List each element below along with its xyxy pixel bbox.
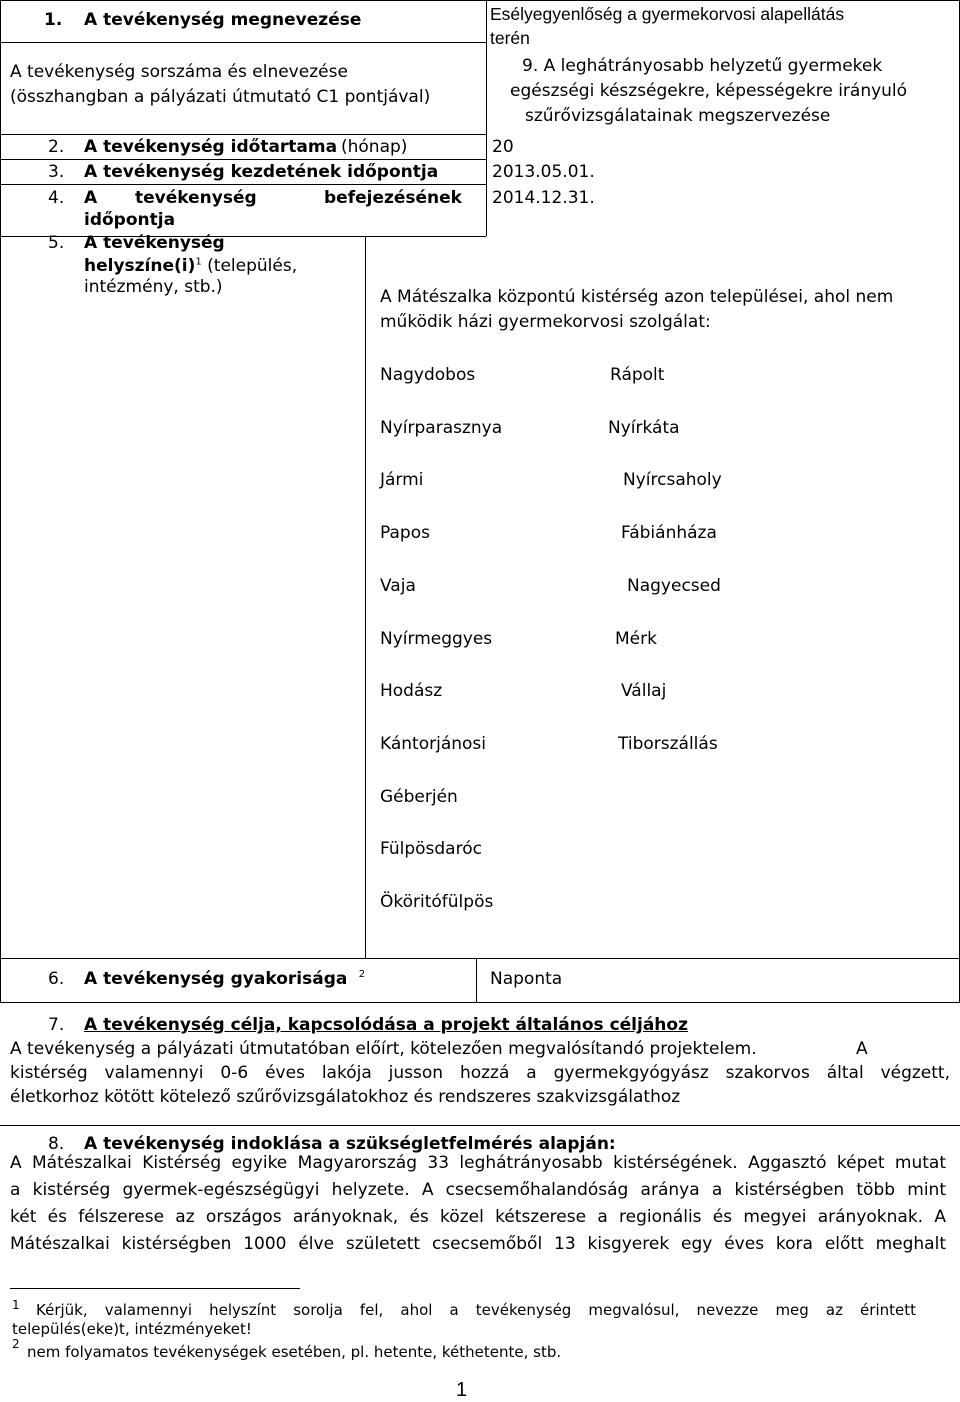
settlement-left-item: Hodász <box>380 681 443 701</box>
sequence-label-line1: A tevékenység sorszáma és elnevezése <box>10 62 348 82</box>
settlement-right-item: Tiborszállás <box>618 734 718 754</box>
end-label-line2: időpontja <box>84 210 176 230</box>
start-number: 3. <box>48 162 65 182</box>
settlement-left-item: Nagydobos <box>380 365 476 385</box>
table-border-left <box>0 0 1 1002</box>
activity-name-line2: terén <box>490 28 530 48</box>
location-intro-line2: működik házi gyermekorvosi szolgálat: <box>380 312 711 332</box>
settlement-right-item: Nyírcsaholy <box>623 470 722 490</box>
settlement-left-item: Ököritófülpös <box>380 892 494 912</box>
frequency-number: 6. <box>48 969 65 989</box>
location-label-line1: A tevékenység <box>84 233 225 253</box>
start-label: A tevékenység kezdetének időpontja <box>84 162 439 182</box>
duration-label-unit: (hónap) <box>341 137 408 157</box>
section7-line3: életkorhoz kötött kötelező szűrővizsgálatokhoz és rendszeres szakvizsgálathoz <box>10 1087 681 1107</box>
footnote1-line2: település(eke)t, intézményeket! <box>12 1320 252 1338</box>
section8-line1: A Mátészalkai Kistérség egyike Magyarország 33 leghátrányosabb kistérségének. Aggasztó képet mutat <box>10 1153 946 1173</box>
settlement-right-item: Fábiánháza <box>621 523 717 543</box>
location-label-bold: helyszíne(i) <box>84 256 196 276</box>
end-number: 4. <box>48 188 65 208</box>
duration-label: A tevékenység időtartama <box>84 137 338 157</box>
section7-line1-end: A <box>856 1039 868 1059</box>
location-label-rest: (település, <box>207 256 298 276</box>
end-label-word3: befejezésének <box>324 188 462 208</box>
footnote-separator <box>10 1288 300 1289</box>
divider-row6 <box>0 958 960 959</box>
footnote-ref-1: 1 <box>195 256 202 268</box>
location-label-line2 <box>84 256 297 276</box>
settlement-right-item: Rápolt <box>610 365 665 385</box>
settlement-right-item: Nyírkáta <box>608 418 680 438</box>
duration-number: 2. <box>48 137 65 157</box>
divider-row2 <box>0 134 486 135</box>
divider-location-col <box>365 236 366 958</box>
divider-row1 <box>0 42 486 43</box>
footnote2-mark: 2 <box>12 1337 20 1351</box>
sequence-value-line1: 9. A leghátrányosabb helyzetű gyermekek <box>522 56 883 76</box>
header-number: 1. <box>44 10 63 30</box>
footnote-ref-2: 2 <box>358 969 366 981</box>
divider-row4 <box>0 184 486 185</box>
header-title: A tevékenység megnevezése <box>84 10 362 30</box>
settlement-left-item: Jármi <box>380 470 424 490</box>
location-intro-line1: A Mátészalka központú kistérség azon települései, ahol nem <box>380 287 894 307</box>
frequency-label-wrap <box>84 969 365 989</box>
settlement-right-item: Mérk <box>615 629 657 649</box>
settlement-right-item: Vállaj <box>621 681 667 701</box>
activity-name-line1: Esélyegyenlőség a gyermekorvosi alapellátás <box>490 4 845 24</box>
duration-value: 20 <box>492 137 514 157</box>
section7-title: A tevékenység célja, kapcsolódása a projekt általános céljához <box>84 1015 688 1035</box>
settlement-left-item: Géberjén <box>380 787 458 807</box>
section8-line4: Mátészalkai kistérségben 1000 élve született csecsemőből 13 kisgyerek egy éves kora előtt meghalt <box>10 1234 946 1254</box>
location-number: 5. <box>48 233 65 253</box>
footnote1-mark: 1 <box>12 1298 20 1312</box>
footnote1-text: Kérjük, valamennyi helyszínt sorolja fel, ahol a tevékenység megvalósul, nevezze meg az érintett <box>36 1301 916 1319</box>
end-label-word1: A <box>84 188 98 208</box>
section8-line3: két és félszerese az országos arányoknak, és közel kétszerese a regionális és megyei arányoknak. A <box>10 1207 946 1227</box>
divider-frequency-col <box>476 958 477 1002</box>
sequence-value-line3: szűrővizsgálatainak megszervezése <box>525 106 831 126</box>
footnote2-text: nem folyamatos tevékenységek esetében, pl. hetente, kéthetente, stb. <box>27 1343 562 1361</box>
divider-main-col <box>486 0 487 236</box>
section7-line2 <box>10 1060 950 1086</box>
sequence-label-line2: (összhangban a pályázati útmutató C1 pontjával) <box>10 87 431 107</box>
page-number: 1 <box>456 1379 468 1401</box>
footnote1-line1 <box>36 1299 916 1322</box>
frequency-value: Naponta <box>490 969 563 989</box>
settlement-right-item: Nagyecsed <box>627 576 721 596</box>
settlement-left-item: Fülpösdaróc <box>380 839 482 859</box>
frequency-label: A tevékenység gyakorisága <box>84 969 348 989</box>
start-value: 2013.05.01. <box>492 162 595 182</box>
settlement-left-item: Nyírparasznya <box>380 418 503 438</box>
section7-line2-text: kistérség valamennyi 0-6 éves lakója jusson hozzá a gyermekgyógyász szakorvos által végzett, <box>10 1063 950 1083</box>
table-border-bottom <box>0 1002 960 1003</box>
section8-number: 8. <box>48 1134 65 1154</box>
section8-body <box>10 1150 946 1258</box>
table-border-top <box>0 0 960 1</box>
divider-row5 <box>0 236 486 237</box>
section8-title: A tevékenység indoklása a szükségletfelmérés alapján: <box>84 1134 616 1154</box>
settlement-left-item: Nyírmeggyes <box>380 629 493 649</box>
section8-line2: a kistérség gyermek-egészségügyi helyzete. A csecsemőhalandóság aránya a kistérségben több mint <box>10 1180 946 1200</box>
section7-line1: A tevékenység a pályázati útmutatóban előírt, kötelezően megvalósítandó projektelem. <box>10 1039 757 1059</box>
settlement-left-item: Papos <box>380 523 430 543</box>
section7-number: 7. <box>48 1015 65 1035</box>
location-label-line3: intézmény, stb.) <box>84 277 223 297</box>
sequence-value-line2: egészségi készségekre, képességekre irányuló <box>510 81 908 101</box>
settlement-left-item: Vaja <box>380 576 416 596</box>
end-value: 2014.12.31. <box>492 188 595 208</box>
settlement-left-item: Kántorjánosi <box>380 734 486 754</box>
section-divider <box>0 1125 960 1126</box>
end-label-word2: tevékenység <box>135 188 257 208</box>
divider-row3 <box>0 159 486 160</box>
